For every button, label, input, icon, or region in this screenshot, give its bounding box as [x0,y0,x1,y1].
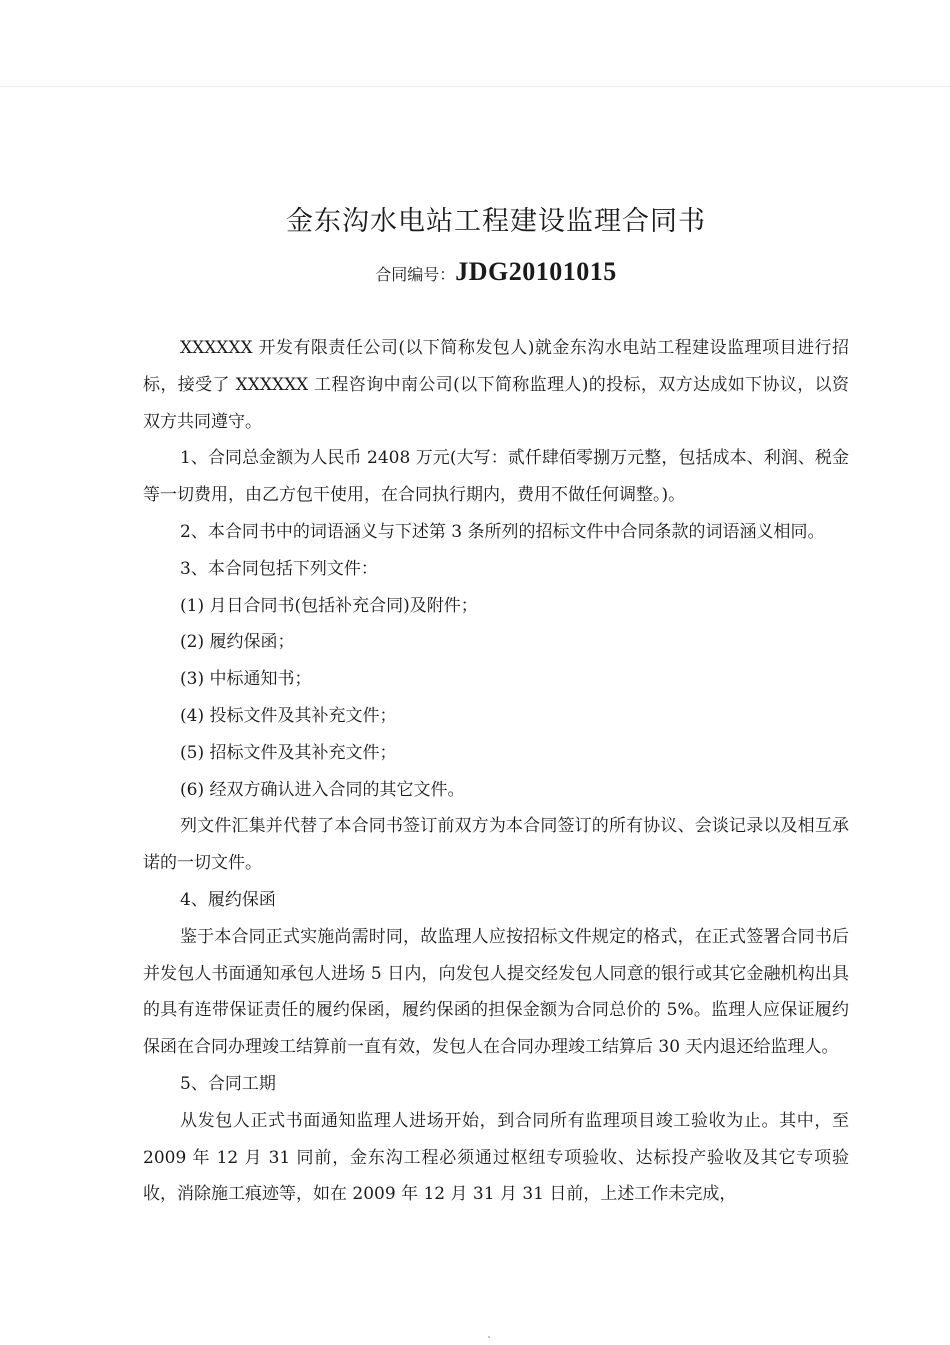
clause-1-paragraph: 1、合同总金额为人民币 2408 万元(大写：贰仟肆佰零捌万元整，包括成本、利润、税金等一切费用，由乙方包干使用，在合同执行期内，费用不做任何调整。)。 [143,448,849,506]
list-item: (5) 招标文件及其补充文件； [180,742,397,763]
list-item: (6) 经双方确认进入合同的其它文件。 [180,779,465,800]
clause-4-heading: 4、履约保函 [180,889,276,910]
document-body [143,330,849,1213]
contract-number [143,255,849,292]
intro-paragraph: XXXXXX 开发有限责任公司(以下简称发包人)就金东沟水电站工程建设监理项目进行招标，接受了 XXXXXX 工程咨询中南公司(以下简称监理人)的投标，双方达成如下协议，以资双方共同遵守。 [143,338,849,432]
page-mark [488,1336,490,1338]
clause-2-paragraph: 2、本合同书中的词语涵义与下述第 3 条所列的招标文件中合同条款的词语涵义相同。 [180,521,825,542]
header-divider [0,86,950,87]
clause-4-paragraph: 鉴于本合同正式实施尚需时同，故监理人应按招标文件规定的格式，在正式签署合同书后并发包人书面通知承包人进场 5 日内，向发包人提交经发包人同意的银行或其它金融机构出具的具有连带保证责任的履约保函，履约保函的担保金额为合同总价的 5%。监理人应保证履约保函在合同办理竣工结算前一直有效，发包人在合同办理竣工结算后 30 天内退还给监理人。 [143,926,849,1058]
list-item: (3) 中标通知书； [180,669,312,690]
clause-5-heading: 5、合同工期 [180,1073,276,1094]
clause-3-heading: 3、本合同包括下列文件： [180,558,378,579]
documents-summary-paragraph: 列文件汇集并代替了本合同书签订前双方为本合同签订的所有协议、会谈记录以及相互承诺的一切文件。 [143,816,849,874]
contract-document [143,195,849,1213]
clause-5-paragraph: 从发包人正式书面通知监理人进场开始，到合同所有监理项目竣工验收为止。其中，至 2009 年 12 月 31 同前，金东沟工程必须通过枢纽专项验收、达标投产验收及其它专项验收，消除施工痕迹等，如在 2009 年 12 月 31 月 31 日前，上述工作未完成， [143,1110,849,1205]
list-item: (2) 履约保函； [180,632,295,653]
list-item: (4) 投标文件及其补充文件； [180,705,397,726]
document-title: 金东沟水电站工程建设监理合同书 [286,206,706,237]
contract-number-value: JDG20101015 [455,257,617,286]
list-item: (1) 月日合同书(包括补充合同)及附件； [180,595,478,616]
contract-number-label: 合同编号： [375,265,456,284]
